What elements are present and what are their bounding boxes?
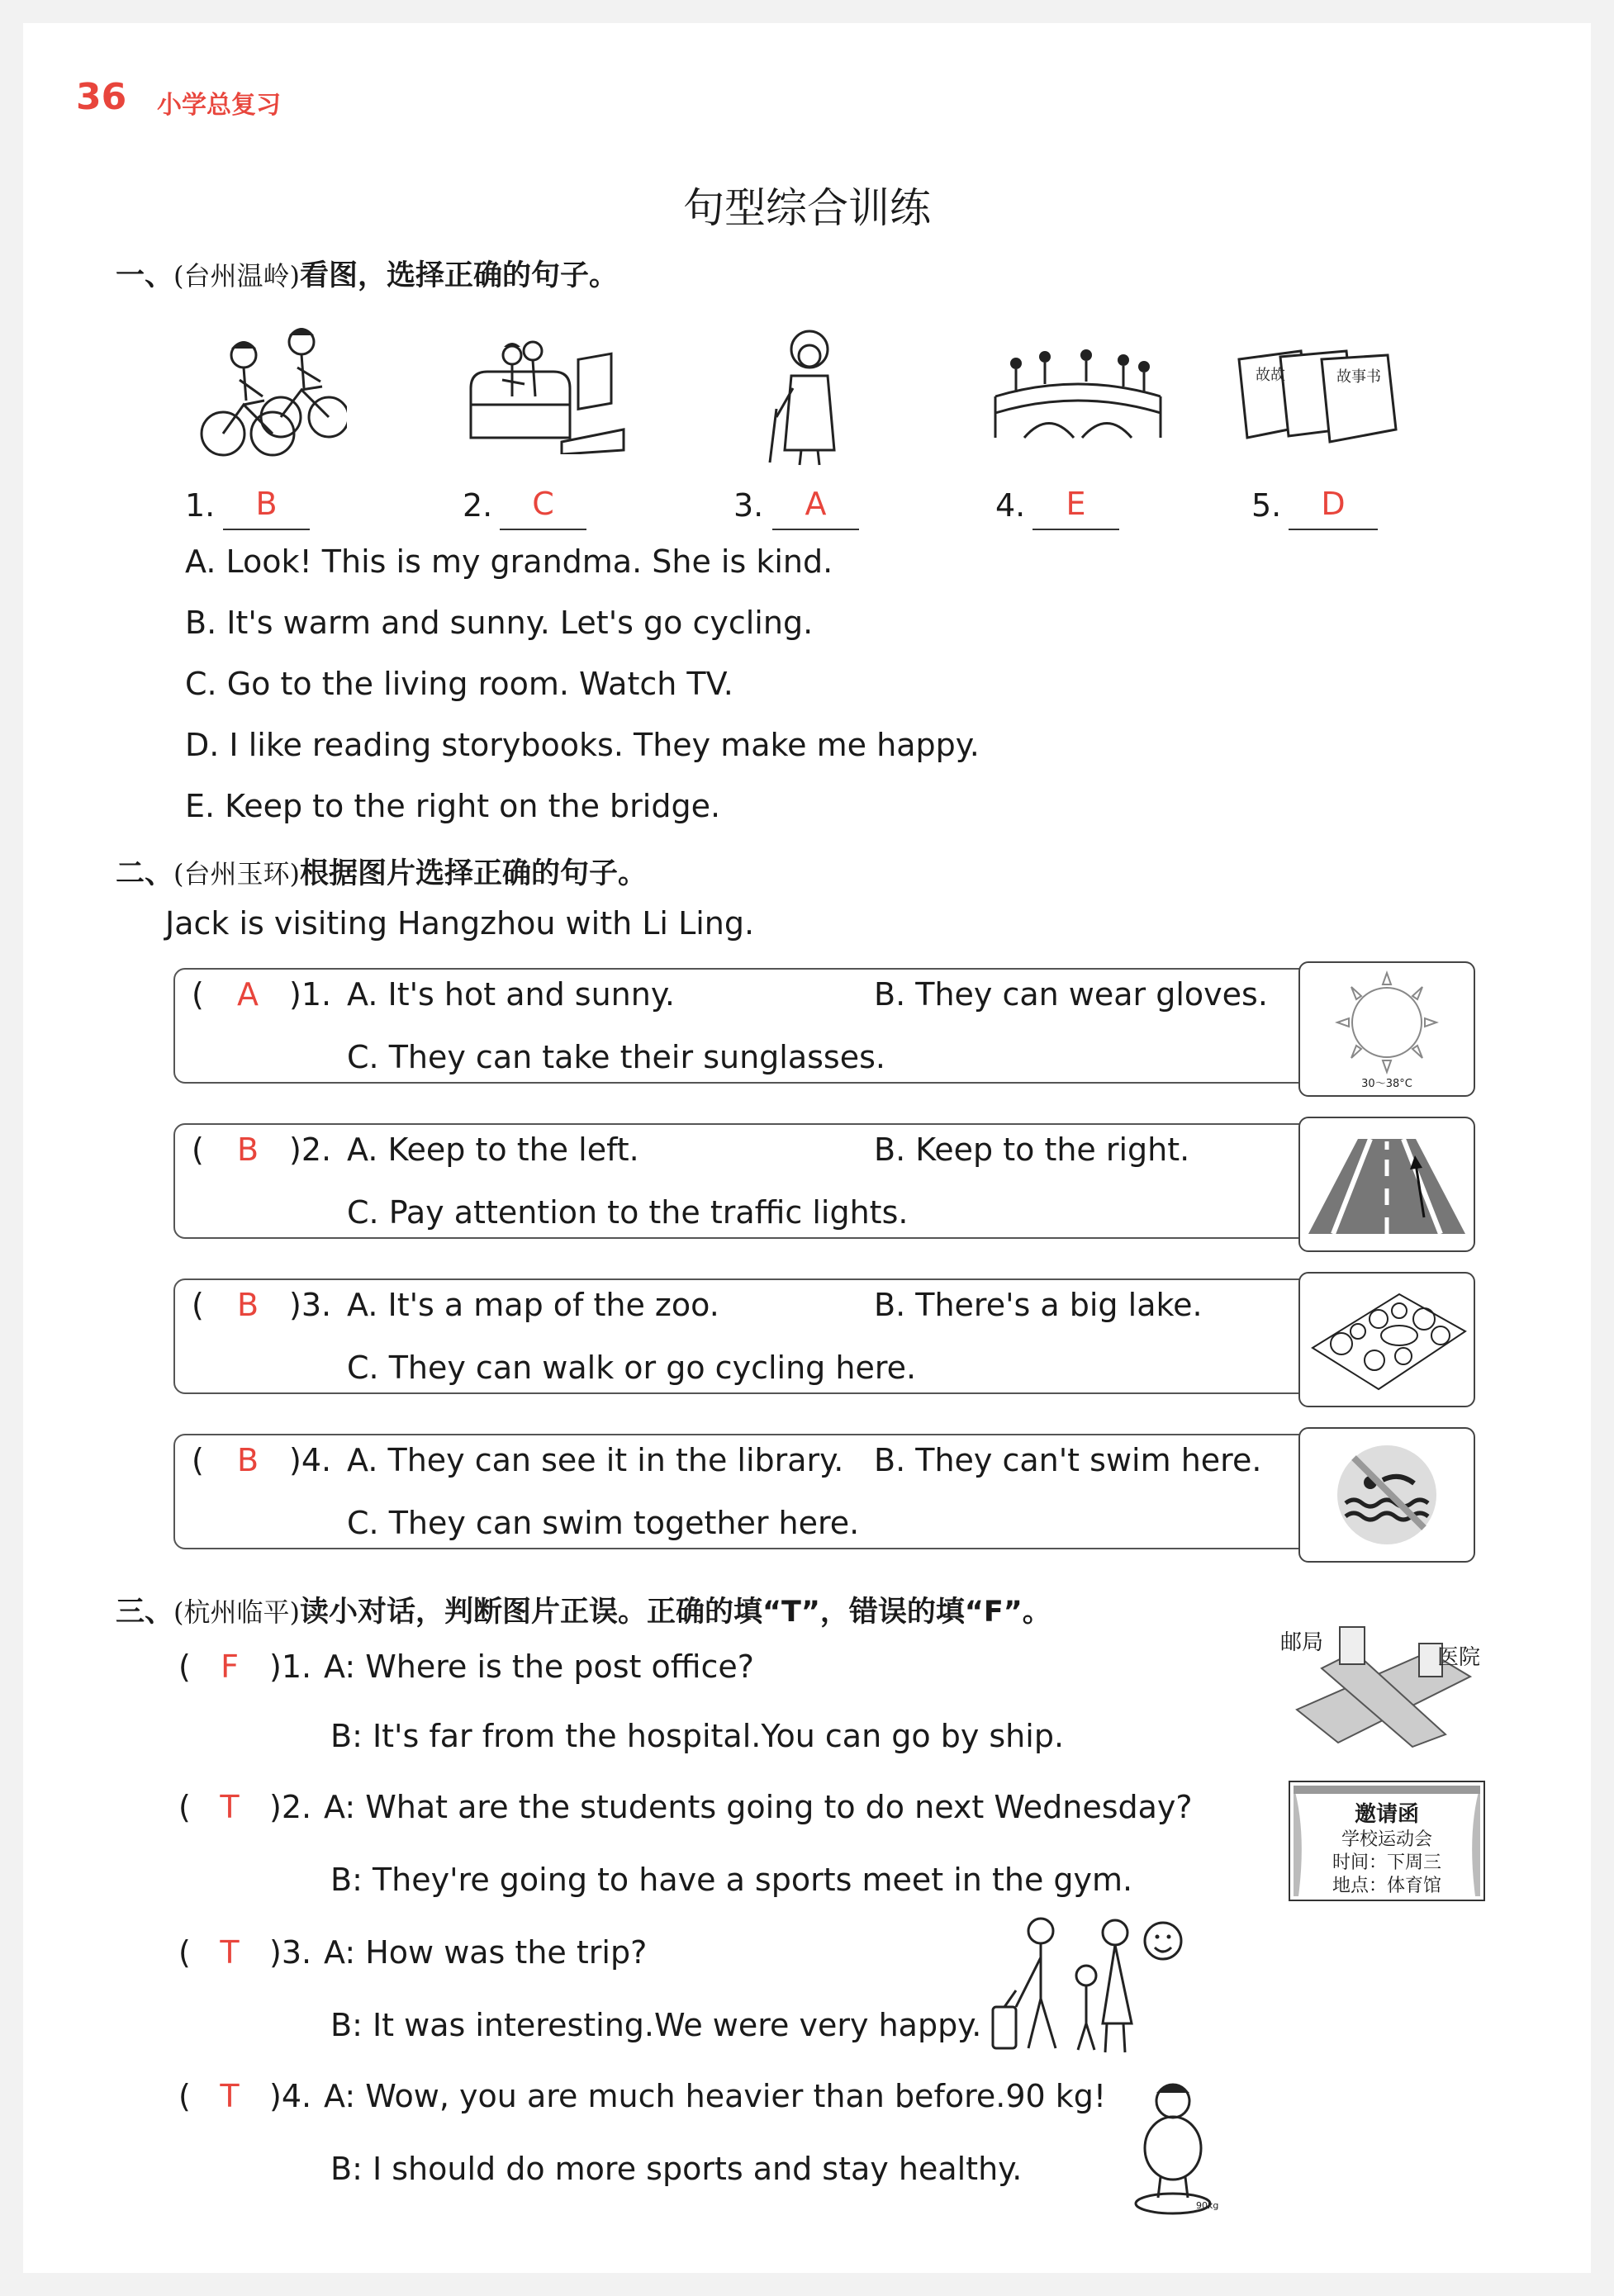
s1-answer-3: A bbox=[805, 486, 827, 522]
s1-answer-blank-5[interactable] bbox=[1289, 529, 1378, 530]
s2-num-2: )2. bbox=[289, 1131, 332, 1168]
s1-option-d: D. I like reading storybooks. They make me happy. bbox=[185, 727, 980, 763]
s1-item-num-5: 5. bbox=[1251, 487, 1282, 524]
s3-item1-line-a: A: Where is the post office? bbox=[324, 1648, 754, 1685]
s2-q2-option-a: A. Keep to the left. bbox=[347, 1131, 639, 1168]
s3-answer-2[interactable]: T bbox=[220, 1789, 240, 1825]
s3-open-paren-1: ( bbox=[178, 1648, 191, 1685]
invitation-line-3: 地点：体育馆 bbox=[1332, 1876, 1441, 1896]
post-office-label: 邮局 bbox=[1280, 1630, 1324, 1655]
s3-item1-line-b: B: It's far from the hospital.You can go by ship. bbox=[330, 1718, 1065, 1754]
family-watching-tv-picture bbox=[463, 339, 628, 454]
s2-open-paren-2: ( bbox=[192, 1131, 204, 1168]
s3-answer-4[interactable]: T bbox=[220, 2078, 240, 2114]
s3-answer-3[interactable]: T bbox=[220, 1934, 240, 1971]
s2-q3-option-c: C. They can walk or go cycling here. bbox=[347, 1350, 917, 1386]
lake-park-map-icon bbox=[1300, 1274, 1474, 1406]
temperature-label: 30～38°C bbox=[1361, 1078, 1412, 1090]
s1-option-c: C. Go to the living room. Watch TV. bbox=[185, 666, 733, 702]
s1-answer-blank-1[interactable] bbox=[223, 529, 310, 530]
s3-item4-line-b: B: I should do more sports and stay healthy. bbox=[330, 2151, 1023, 2187]
s3-num-2: )2. bbox=[269, 1789, 312, 1825]
s2-open-paren-3: ( bbox=[192, 1287, 204, 1323]
road-arrow-icon bbox=[1300, 1118, 1474, 1250]
book-title: 小学总复习 bbox=[157, 91, 281, 120]
s2-q1-option-a: A. It's hot and sunny. bbox=[347, 976, 675, 1013]
s2-q3-option-a: A. It's a map of the zoo. bbox=[347, 1287, 719, 1323]
s3-item4-line-a: A: Wow, you are much heavier than before.90 kg! bbox=[324, 2078, 1107, 2114]
s3-num-4: )4. bbox=[269, 2078, 312, 2114]
s3-answer-1[interactable]: F bbox=[221, 1648, 239, 1685]
s3-item2-line-a: A: What are the students going to do next Wednesday? bbox=[324, 1789, 1193, 1825]
s2-q4-option-c: C. They can swim together here. bbox=[347, 1505, 860, 1541]
book-label-1: 故故 bbox=[1256, 367, 1285, 384]
page-title: 句型综合训练 bbox=[683, 184, 931, 232]
storybooks-picture bbox=[1231, 347, 1404, 450]
section2-heading: 二、(台州玉环)根据图片选择正确的句子。 bbox=[116, 857, 648, 890]
no-swimming-picture-frame bbox=[1298, 1427, 1475, 1563]
s3-item2-line-b: B: They're going to have a sports meet in the gym. bbox=[330, 1862, 1133, 1898]
s1-answer-blank-2[interactable] bbox=[500, 529, 586, 530]
post-office-map-picture bbox=[1280, 1619, 1487, 1751]
s1-option-e: E. Keep to the right on the bridge. bbox=[185, 788, 721, 824]
s2-answer-4[interactable]: B bbox=[236, 1442, 259, 1478]
s2-num-4: )4. bbox=[289, 1442, 332, 1478]
s2-q1-option-b: B. They can wear gloves. bbox=[874, 976, 1268, 1013]
book-label-2: 故事书 bbox=[1336, 368, 1381, 386]
s2-answer-2[interactable]: B bbox=[236, 1131, 259, 1168]
s2-answer-3[interactable]: B bbox=[236, 1287, 259, 1323]
road-picture-frame bbox=[1298, 1117, 1475, 1252]
hospital-label: 医院 bbox=[1437, 1645, 1481, 1670]
s1-answer-4: E bbox=[1066, 486, 1086, 522]
s3-num-1: )1. bbox=[269, 1648, 312, 1685]
s1-option-b: B. It's warm and sunny. Let's go cycling. bbox=[185, 605, 814, 641]
s1-answer-blank-4[interactable] bbox=[1032, 529, 1119, 530]
s1-item-num-2: 2. bbox=[463, 487, 493, 524]
s1-item-num-3: 3. bbox=[733, 487, 764, 524]
s1-answer-2: C bbox=[532, 486, 554, 522]
s2-num-3: )3. bbox=[289, 1287, 332, 1323]
scale-weight-label: 90kg bbox=[1196, 2200, 1219, 2211]
s2-q3-option-b: B. There's a big lake. bbox=[874, 1287, 1203, 1323]
section3-heading: 三、(杭州临平)读小对话，判断图片正误。正确的填“T”，错误的填“F”。 bbox=[116, 1596, 1051, 1629]
s2-q4-option-b: B. They can't swim here. bbox=[874, 1442, 1262, 1478]
lake-park-picture-frame bbox=[1298, 1272, 1475, 1407]
s3-item3-line-a: A: How was the trip? bbox=[324, 1934, 648, 1971]
s1-answer-blank-3[interactable] bbox=[772, 529, 859, 530]
s2-answer-1[interactable]: A bbox=[237, 976, 259, 1013]
sun-icon bbox=[1300, 963, 1474, 1095]
bridge-picture bbox=[991, 347, 1165, 446]
s2-open-paren-1: ( bbox=[192, 976, 204, 1013]
s2-q1-option-c: C. They can take their sunglasses. bbox=[347, 1039, 885, 1075]
s1-item-num-4: 4. bbox=[995, 487, 1026, 524]
s1-answer-5: D bbox=[1321, 486, 1346, 522]
s3-item3-line-b: B: It was interesting.We were very happy. bbox=[330, 2007, 982, 2043]
grandma-picture bbox=[760, 326, 859, 467]
s2-q4-option-a: A. They can see it in the library. bbox=[347, 1442, 844, 1478]
s2-num-1: )1. bbox=[289, 976, 332, 1013]
sun-picture-frame bbox=[1298, 961, 1475, 1097]
invitation-card bbox=[1289, 1781, 1485, 1901]
s1-answer-1: B bbox=[255, 486, 278, 522]
s2-q2-option-c: C. Pay attention to the traffic lights. bbox=[347, 1194, 909, 1231]
family-trip-picture bbox=[983, 1908, 1198, 2056]
s3-num-3: )3. bbox=[269, 1934, 312, 1971]
s3-open-paren-3: ( bbox=[178, 1934, 191, 1971]
invitation-line-1: 学校运动会 bbox=[1341, 1829, 1432, 1850]
invitation-title: 邀请函 bbox=[1354, 1802, 1419, 1827]
s2-open-paren-4: ( bbox=[192, 1442, 204, 1478]
section1-heading: 一、(台州温岭)看图，选择正确的句子。 bbox=[116, 259, 619, 292]
s1-option-a: A. Look! This is my grandma. She is kind. bbox=[185, 543, 833, 580]
s3-open-paren-2: ( bbox=[178, 1789, 191, 1825]
section2-intro: Jack is visiting Hangzhou with Li Ling. bbox=[165, 905, 755, 942]
s1-item-num-1: 1. bbox=[185, 487, 216, 524]
no-swimming-icon bbox=[1300, 1429, 1474, 1561]
s2-q2-option-b: B. Keep to the right. bbox=[874, 1131, 1190, 1168]
s3-open-paren-4: ( bbox=[178, 2078, 191, 2114]
children-cycling-picture bbox=[198, 322, 347, 463]
boy-on-scale-picture bbox=[1123, 2078, 1222, 2218]
invitation-line-2: 时间：下周三 bbox=[1332, 1852, 1441, 1873]
page-number: 36 bbox=[76, 76, 127, 118]
